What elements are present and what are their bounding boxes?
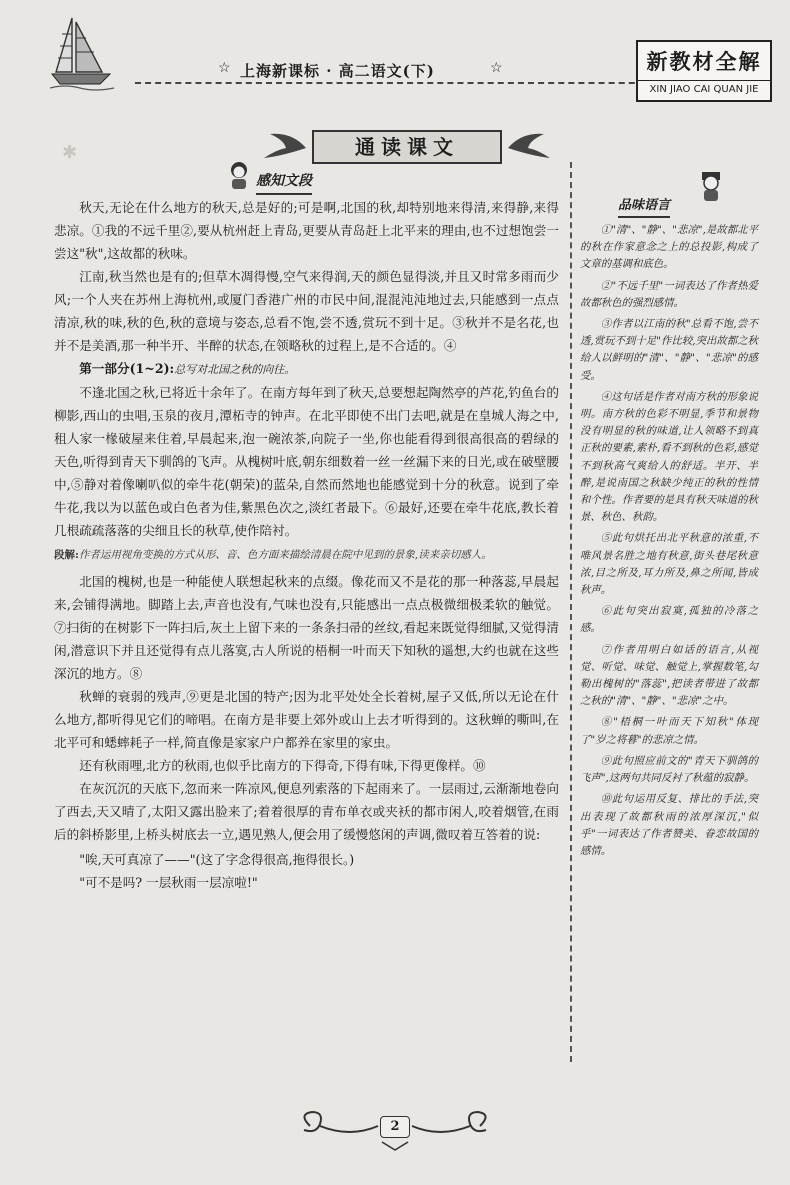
- side-note: ⑩此句运用反复、排比的手法,突出表现了故都秋雨的浓厚深沉,"似乎"一词表达了作者赞美、眷恋故国的感情。: [580, 793, 758, 857]
- section-title: 通读课文: [312, 130, 502, 164]
- side-heading: [618, 194, 670, 218]
- side-note: ⑧"梧桐一叶而天下知秋"体现了"岁之将暮"的悲凉之情。: [580, 716, 758, 746]
- paragraph: 在灰沉沉的天底下,忽而来一阵凉风,便息列索落的下起雨来了。一层雨过,云渐渐地卷向了西去,天又晴了,太阳又露出脸来了;着着很厚的青布单衣或夹袄的都市闲人,咬着烟管,在雨后的斜桥影里,上桥头树底去一立,遇见熟人,便会用了缓慢悠闲的声调,微叹着互答着的说:: [54, 781, 559, 842]
- brand-pinyin: XIN JIAO CAI QUAN JIE: [638, 80, 770, 95]
- paragraph: 江南,秋当然也是有的;但草木凋得慢,空气来得润,天的颜色显得淡,并且又时常多雨而少风;一个人夹在苏州上海杭州,或厦门香港广州的市民中间,混混沌沌地过去,只能感到一点点清凉,秋的味,秋的色,秋的意境与姿态,总看不饱,尝不透,赏玩不到十足。③秋并不是名花,也并不是美酒,那一种半开、半醉的状态,在领略秋的过程上,是不合适的。④: [54, 269, 559, 353]
- part-label: 第一部分(1~2):: [79, 361, 175, 376]
- decorative-star-icon: ✱: [62, 142, 78, 163]
- main-text: [54, 196, 559, 894]
- part-summary: [54, 357, 559, 381]
- swallow-icon: [262, 128, 308, 162]
- star-icon: ☆: [490, 60, 503, 76]
- reader-boy-icon: [698, 170, 724, 202]
- paragraph: 不逢北国之秋,已将近十余年了。在南方每年到了秋天,总要想起陶然亭的芦花,钓鱼台的柳影,西山的虫唱,玉泉的夜月,潭柘寺的钟声。在北平即使不出门去吧,就是在皇城人海之中,租人家一椽破屋来住着,早晨起来,泡一碗浓茶,向院子一坐,你也能看得到很高很高的碧绿的天色,听得到青天下驯鸽的飞声。从槐树叶底,朝东细数着一丝一丝漏下来的日光,或在破壁腰中,⑤静对着像喇叭似的牵牛花(朝荣)的蓝朵,自然而然地也能感觉到十分的秋意。说到了牵牛花,我以为以蓝色或白色者为佳,紫黑色次之,淡红者最下。⑥最好,还要在牵牛花底,教长着几根疏疏落落的尖细且长的秋草,使作陪衬。: [54, 385, 559, 538]
- paragraph-note: [54, 546, 559, 564]
- book-title: 上海新课标 · 高二语文(下): [240, 62, 435, 80]
- side-note: ⑥此句突出寂寞,孤独的冷落之感。: [580, 605, 758, 635]
- page-footer: [290, 1108, 500, 1152]
- note-text: 作者运用视角变换的方式从形、音、色方面来描绘清晨在院中见到的景象,读来亲切感人。: [78, 549, 492, 561]
- dialogue-line: "可不是吗? 一层秋雨一层凉啦!": [79, 875, 258, 890]
- paragraph: 秋天,无论在什么地方的秋天,总是好的;可是啊,北国的秋,却特别地来得清,来得静,来得悲凉。①我的不远千里②,要从杭州赶上青岛,更要从青岛赶上北平来的理由,也不过想饱尝一尝这"秋",这故都的秋味。: [54, 200, 559, 261]
- column-divider: [570, 162, 572, 1062]
- paragraph: 北国的槐树,也是一种能使人联想起秋来的点缀。像花而又不是花的那一种落蕊,早晨起来,会铺得满地。脚踏上去,声音也没有,气味也没有,只能感出一点点极微细极柔软的触觉。⑦扫街的在树影下一阵扫后,灰土上留下来的一条条扫帚的丝纹,看起来既觉得细腻,又觉得清闲,潜意识下并且还觉得有点儿落寞,古人所说的梧桐一叶而天下知秋的遥想,大约也就在这些深沉的地方。⑧: [54, 574, 559, 681]
- page-number: 2: [380, 1116, 410, 1138]
- side-note: ⑨此句照应前文的"青天下驯鸽的飞声",这两句共同反衬了秋蕴的寂静。: [580, 754, 758, 785]
- side-note: ③作者以江南的秋"总看不饱,尝不透,赏玩不到十足"作比较,突出故都之秋给人以鲜明的"清"、"静"、"悲凉"的感受。: [580, 318, 758, 382]
- side-note: ⑤此句烘托出北平秋意的浓重,不唯风景名胜之地有秋意,街头巷尾秋意浓,目之所及,耳力所及,鼻之所闻,皆成秋声。: [580, 532, 758, 597]
- side-note: ④这句话是作者对南方秋的形象说明。南方秋的色彩不明显,季节和景物没有明显的秋的味道,让人领略不到真正秋的要素,素朴,看不到秋的色彩,感觉不到秋高气爽给人的舒适。半开、半醉,是说南国之秋缺少纯正的秋的性情和个性。作者要的是具有秋天味道的秋景、秋色、秋韵。: [580, 390, 758, 524]
- side-note: ⑦作者用明白如话的语言,从视觉、听觉、味觉、触觉上,掌握数笔,勾勒出槐树的"落蕊",把读者带进了故都之秋的"清"、"静"、"悲凉"之中。: [580, 643, 758, 708]
- swallow-icon: [506, 128, 552, 162]
- dialogue-line: "唉,天可真凉了——"(这了字念得很高,拖得很长。): [79, 852, 355, 867]
- paragraph: 还有秋雨哩,北方的秋雨,也似乎比南方的下得奇,下得有味,下得更像样。⑩: [79, 758, 486, 773]
- side-notes: [580, 222, 758, 864]
- page-header: [40, 14, 770, 94]
- section-subheading: [256, 170, 312, 195]
- section-banner: [262, 124, 552, 168]
- paragraph: 秋蝉的衰弱的残声,⑨更是北国的特产;因为北平处处全长着树,屋子又低,所以无论在什么地方,都听得见它们的啼唱。在南方是非要上郊外或山上去才听得到的。这秋蝉的嘶叫,在北平可和蟋蟀耗子一样,简直像是家家户户都养在家里的家虫。: [54, 689, 559, 750]
- side-heading-text: 品味语言: [618, 198, 671, 213]
- note-label: 段解:: [54, 549, 79, 561]
- side-note: ②"不远千里"一词表达了作者热爱故都秋色的强烈感情。: [580, 279, 758, 309]
- reader-girl-icon: [226, 160, 252, 190]
- subheading-text: 感知文段: [256, 173, 312, 189]
- star-icon: ☆: [218, 60, 231, 76]
- part-text: 总写对北国之秋的向往。: [174, 363, 296, 376]
- sailboat-icon: [50, 14, 120, 92]
- side-note: ①"清"、"静"、"悲凉",是故都北平的秋在作家意念之上的总投影,构成了文章的基调和底色。: [580, 224, 758, 271]
- brand-box: [636, 40, 772, 102]
- header-divider: [135, 82, 665, 84]
- brand-name: 新教材全解: [646, 50, 762, 74]
